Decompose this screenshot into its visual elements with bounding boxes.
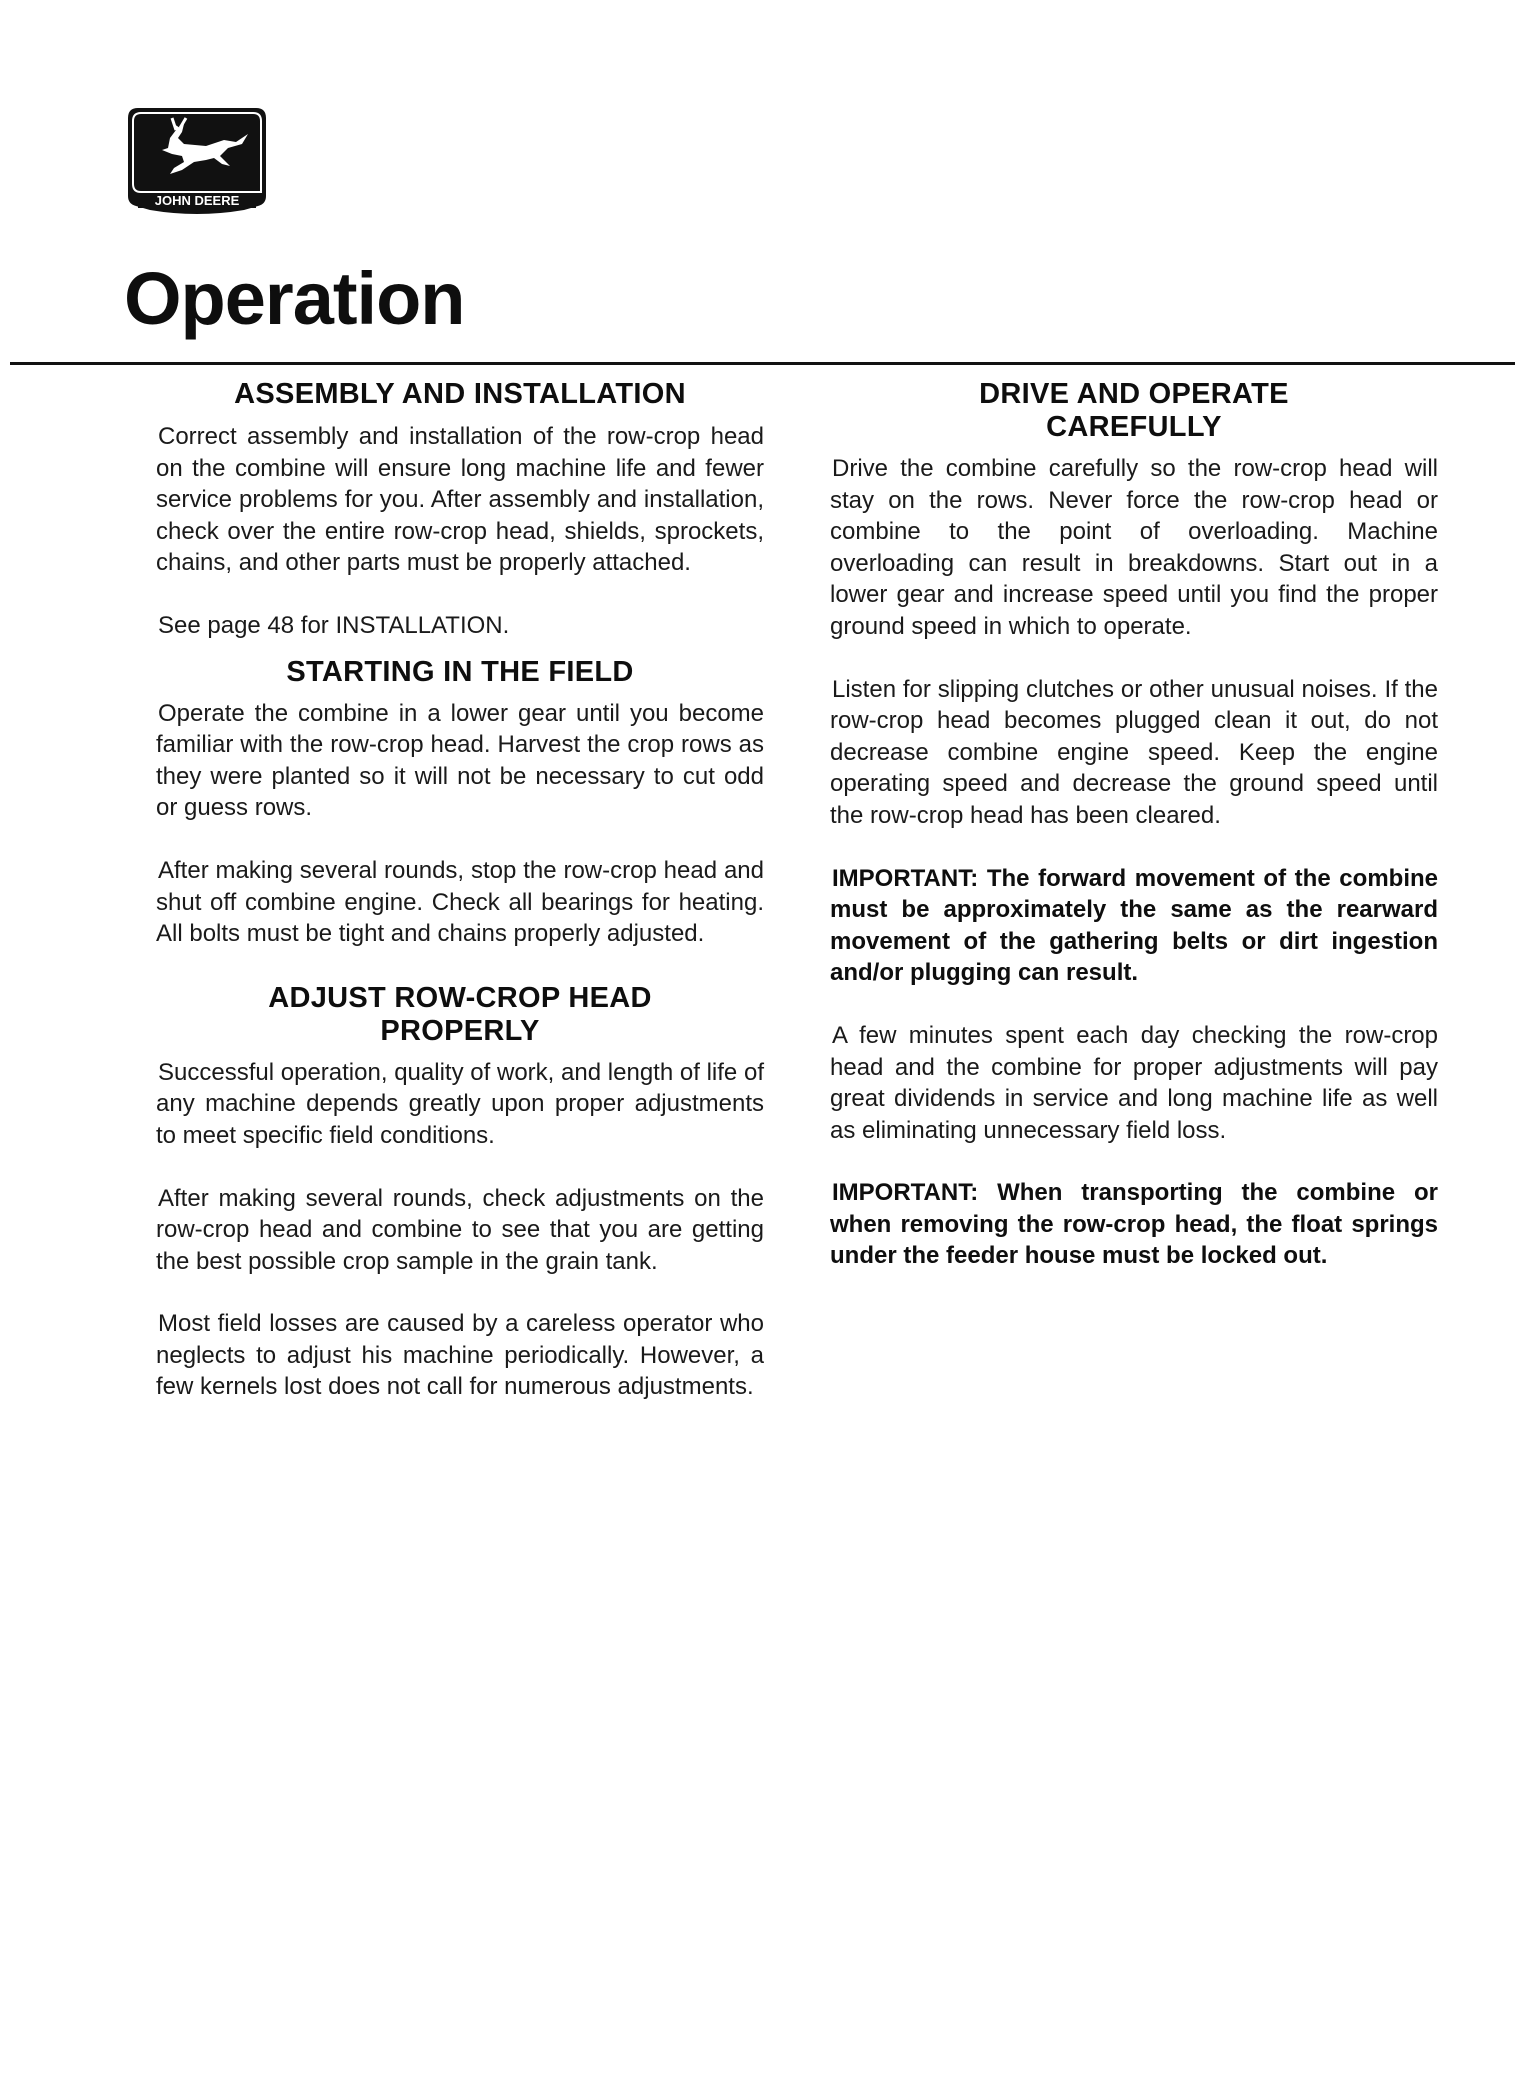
paragraph-drive-2: Listen for slipping clutches or other unusual noises. If the row-crop head becomes plugged clean it out, do not decrease combine engine speed. Keep the engine operating speed and decrease the ground speed until the row-crop head has been cleared. [830,675,1438,829]
paragraph-assembly-1: Correct assembly and installation of the row-crop head on the combine will ensure long machine life and fewer service problems for you. After assembly and installation, check over the entire row-crop head, shields, sprockets, chains, and other parts must be properly attached. [156,423,764,577]
important-note-1: IMPORTANT: The forward movement of the combine must be approximately the same as the rearward movement of the gathering belts or dirt ingestion and/or plugging can result. [830,864,1438,987]
heading-drive-line2: CAREFULLY [1046,411,1222,443]
heading-adjust [156,982,764,1048]
heading-drive [830,378,1438,444]
heading-drive-line1: DRIVE AND OPERATE [979,378,1289,410]
paragraph-adjust-3: Most field losses are caused by a careless operator who neglects to adjust his machine periodically. However, a few kernels lost does not call for numerous adjustments. [156,1310,764,1401]
title-divider [10,362,1515,365]
heading-adjust-line1: ADJUST ROW-CROP HEAD [268,981,652,1014]
heading-adjust-line2: PROPERLY [380,1014,540,1047]
paragraph-starting-2: After making several rounds, stop the row-crop head and shut off combine engine. Check all bearings for heating. All bolts must be tight and chains properly adjusted. [156,856,764,948]
paragraph-adjust-1: Successful operation, quality of work, and length of life of any machine depends greatly upon proper adjustments to meet specific field conditions. [156,1058,764,1149]
john-deere-logo [124,104,270,220]
heading-assembly: ASSEMBLY AND INSTALLATION [234,378,686,410]
paragraph-adjust-2: After making several rounds, check adjustments on the row-crop head and combine to see that you are getting the best possible crop sample in the grain tank. [156,1184,764,1275]
heading-starting: STARTING IN THE FIELD [286,655,634,688]
right-column [830,378,1438,1272]
deer-logo-icon [124,104,270,220]
paragraph-starting-1: Operate the combine in a lower gear until you become familiar with the row-crop head. Harvest the crop rows as they were planted so it will not be necessary to cut odd or guess rows. [156,699,764,822]
page-title: Operation [124,257,465,340]
paragraph-drive-3: A few minutes spent each day checking the row-crop head and the combine for proper adjustments will pay great dividends in service and long machine life as well as eliminating unnecessary field loss. [830,1021,1438,1144]
paragraph-drive-1: Drive the combine carefully so the row-crop head will stay on the rows. Never force the row-crop head or combine to the point of overloading. Machine overloading can result in breakdowns. Start out in a lower gear and increase speed until you find the proper ground speed in which to operate. [830,455,1438,640]
paragraph-assembly-2: See page 48 for INSTALLATION. [158,611,510,639]
left-column [156,378,764,1403]
logo-text: JOHN DEERE [154,193,240,208]
important-note-2: IMPORTANT: When transporting the combine or when removing the row-crop head, the float springs under the feeder house must be locked out. [830,1179,1438,1270]
